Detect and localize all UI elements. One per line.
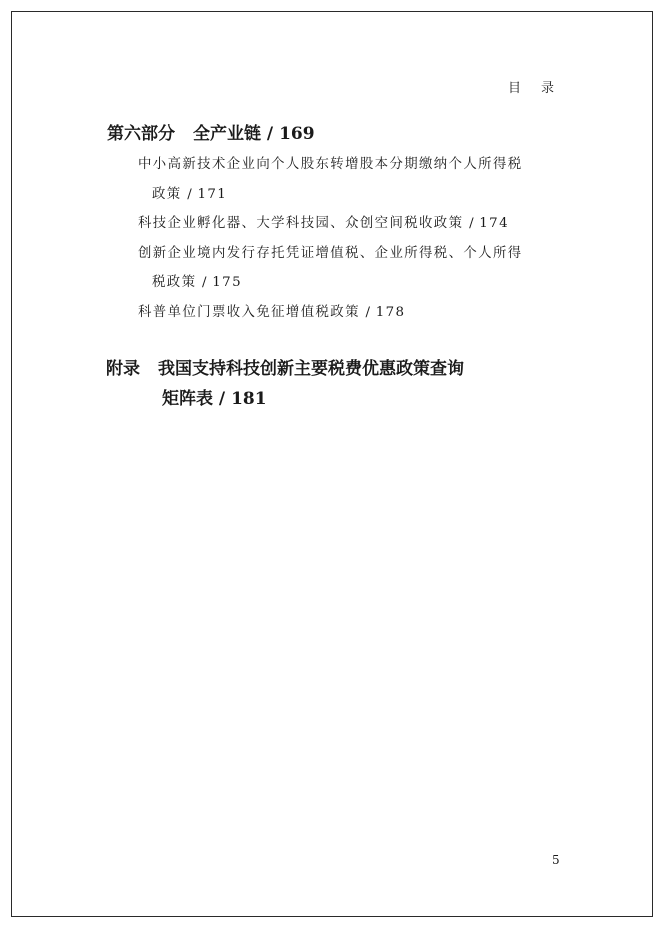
toc-entry-title: 创新企业境内发行存托凭证增值税、企业所得税、个人所得: [138, 245, 523, 261]
toc-separator: /: [469, 216, 474, 231]
toc-entry-3[interactable]: [138, 239, 568, 298]
header-char-2: 录: [541, 81, 557, 96]
toc-separator: /: [187, 186, 192, 202]
toc-entry-title-cont: 政策: [152, 186, 182, 202]
toc-entry-2[interactable]: [138, 209, 568, 239]
toc-entry-title: 科普单位门票收入免征增值税政策: [138, 304, 360, 320]
toc-entry-title: 中小高新技术企业向个人股东转增股本分期缴纳个人所得税: [138, 157, 523, 172]
appendix-separator: /: [218, 389, 226, 409]
toc-entry-4[interactable]: [138, 298, 568, 328]
toc-entry-1[interactable]: [138, 150, 568, 209]
page-number: 5: [552, 853, 560, 867]
appendix-page: 181: [231, 389, 267, 409]
appendix-heading[interactable]: [106, 354, 464, 414]
toc-entry-page: 174: [479, 216, 510, 231]
part-separator: /: [266, 124, 274, 144]
toc-entry-page: 175: [212, 275, 242, 290]
toc-entry-title-cont: 税政策: [152, 275, 197, 290]
part-title: 全产业链: [193, 124, 261, 144]
running-header: [508, 77, 556, 96]
header-char-1: 目: [508, 81, 524, 96]
toc-list: [138, 150, 568, 327]
appendix-title-cont: 矩阵表: [162, 389, 213, 409]
page-border: [11, 11, 653, 917]
toc-entry-title: 科技企业孵化器、大学科技园、众创空间税收政策: [138, 216, 464, 231]
appendix-label: 附录: [106, 359, 140, 379]
part-number: 第六部分: [107, 124, 175, 144]
toc-separator: /: [365, 304, 371, 320]
toc-separator: /: [202, 275, 207, 290]
part-page: 169: [279, 124, 315, 144]
toc-entry-page: 178: [375, 304, 406, 320]
toc-entry-page: 171: [197, 186, 228, 202]
part-heading[interactable]: [107, 119, 315, 144]
appendix-title: 我国支持科技创新主要税费优惠政策查询: [158, 359, 464, 379]
